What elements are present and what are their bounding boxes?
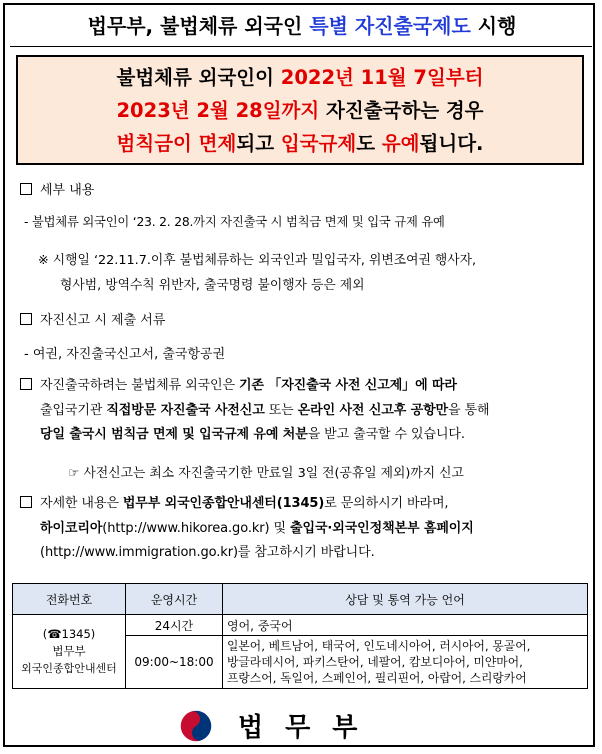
details-note-text: ※ 시행일 ‘22.11.7.이후 불법체류하는 외국인과 밀입국자, 위변조여권 행사자, (38, 253, 477, 268)
checkbox-square-icon (20, 496, 32, 508)
title-text-1: 법무부, 불법체류 외국인 (87, 14, 310, 38)
heading-text: 세부 내용 (40, 183, 95, 198)
checkbox-square-icon (20, 183, 32, 195)
table-cell-hours: 24시간 (126, 615, 223, 636)
procedure-bold-text: 직접방문 자진출국 사전신고 (106, 403, 265, 418)
phone-org: 법무부 (52, 644, 86, 658)
title-divider (10, 46, 592, 47)
contact-line-1 (20, 492, 448, 516)
table-row (13, 615, 588, 636)
page-title (14, 10, 590, 39)
section-heading-details (20, 179, 94, 198)
checkbox-square-icon (20, 313, 32, 325)
contact-text: 로 문의하시기 바라며, (324, 496, 449, 511)
title-text-highlight: 특별 자진출국제도 (309, 14, 471, 38)
procedure-bold-text: 기존 「자진출국 사전 신고제」에 따라 (238, 378, 457, 393)
contact-table (12, 583, 588, 689)
procedure-bold-text: 온라인 사전 신고후 공항만 (297, 403, 448, 418)
procedure-text: 출입국기관 (40, 403, 107, 418)
contact-line-3 (40, 541, 375, 565)
contact-text: 자세한 내용은 (40, 496, 123, 511)
table-cell-languages (223, 636, 588, 689)
highlight-text: 자진출국하는 경우 (319, 99, 484, 122)
checkbox-square-icon (20, 378, 32, 390)
table-cell-languages: 영어, 중국어 (223, 615, 588, 636)
highlight-suspension: 유예 (381, 132, 420, 155)
procedure-text: 자진출국하려는 불법체류 외국인은 (40, 378, 239, 393)
table-header-phone: 전화번호 (13, 584, 126, 615)
contact-center-name: 법무부 외국인종합안내센터(1345) (122, 496, 325, 511)
procedure-note (68, 462, 464, 481)
procedure-line-2 (40, 399, 489, 423)
highlight-box (16, 55, 584, 165)
procedure-line-3 (40, 423, 465, 447)
table-cell-hours: 09:00~18:00 (126, 636, 223, 689)
hikorea-link-label: 하이코리아 (40, 521, 103, 536)
highlight-text: 됩니다. (419, 132, 484, 155)
highlight-text: 도 (356, 132, 382, 155)
highlight-line-1 (18, 61, 582, 94)
details-item (24, 212, 445, 230)
procedure-line-1 (20, 374, 457, 398)
ministry-name: 법무부 (238, 713, 380, 743)
highlight-end-date: 2023년 2월 28일까지 (116, 99, 320, 122)
details-note-line-1 (38, 249, 476, 268)
table-header-row (13, 584, 588, 615)
highlight-line-3 (18, 127, 582, 160)
heading-text: 자진신고 시 제출 서류 (40, 313, 166, 328)
immigration-url: (http://www.immigration.go.kr)를 참고하시기 바랍니다. (40, 545, 375, 560)
highlight-text: 불법체류 외국인이 (116, 66, 281, 89)
details-item-text: - 불법체류 외국인이 ‘23. 2. 28.까지 자진출국 시 범칙금 면제 및 입국 규제 유예 (24, 215, 445, 229)
phone-number: (☎1345) (42, 627, 96, 641)
details-note-text: 형사범, 방역수칙 위반자, 출국명령 불이행자 등은 제외 (60, 278, 365, 293)
hikorea-url: (http://www.hikorea.go.kr) 및 (102, 521, 291, 536)
languages-line: 방글라데시어, 파키스탄어, 네팔어, 캄보디아어, 미얀마어, (227, 655, 523, 669)
highlight-text: 되고 (236, 132, 281, 155)
section-heading-documents (20, 309, 165, 328)
details-note-line-2 (60, 274, 365, 293)
procedure-note-text: ☞ 사전신고는 최소 자진출국기한 만료일 3일 전(공휴일 제외)까지 신고 (68, 466, 464, 481)
procedure-text: 을 통해 (448, 403, 490, 418)
title-text-3: 시행 (470, 14, 517, 38)
table-header-languages: 상담 및 통역 가능 언어 (223, 584, 588, 615)
procedure-text: 을 받고 출국할 수 있습니다. (307, 427, 465, 442)
phone-center: 외국인종합안내센터 (21, 662, 117, 675)
highlight-entry-regulation: 입국규제 (280, 132, 357, 155)
taegeuk-emblem-icon (178, 708, 214, 744)
languages-line: 일본어, 베트남어, 태국어, 인도네시아어, 러시아어, 몽골어, (227, 639, 531, 653)
contact-line-2 (40, 517, 474, 541)
procedure-text: 또는 (264, 403, 298, 418)
highlight-start-date: 2022년 11월 7일부터 (280, 66, 484, 89)
documents-item-text: - 여권, 자진출국신고서, 출국항공권 (24, 347, 226, 362)
languages-line: 프랑스어, 독일어, 스페인어, 필리핀어, 아랍어, 스리랑카어 (227, 671, 527, 685)
highlight-line-2 (18, 94, 582, 127)
immigration-homepage-label: 출입국·외국인정책본부 홈페이지 (290, 521, 474, 536)
table-cell-phone (13, 615, 126, 689)
documents-item (24, 343, 225, 362)
procedure-bold-text: 당일 출국시 범칙금 면제 및 입국규제 유예 처분 (40, 427, 308, 442)
highlight-fine-exemption: 범칙금이 면제 (116, 132, 237, 155)
table-header-hours: 운영시간 (126, 584, 223, 615)
